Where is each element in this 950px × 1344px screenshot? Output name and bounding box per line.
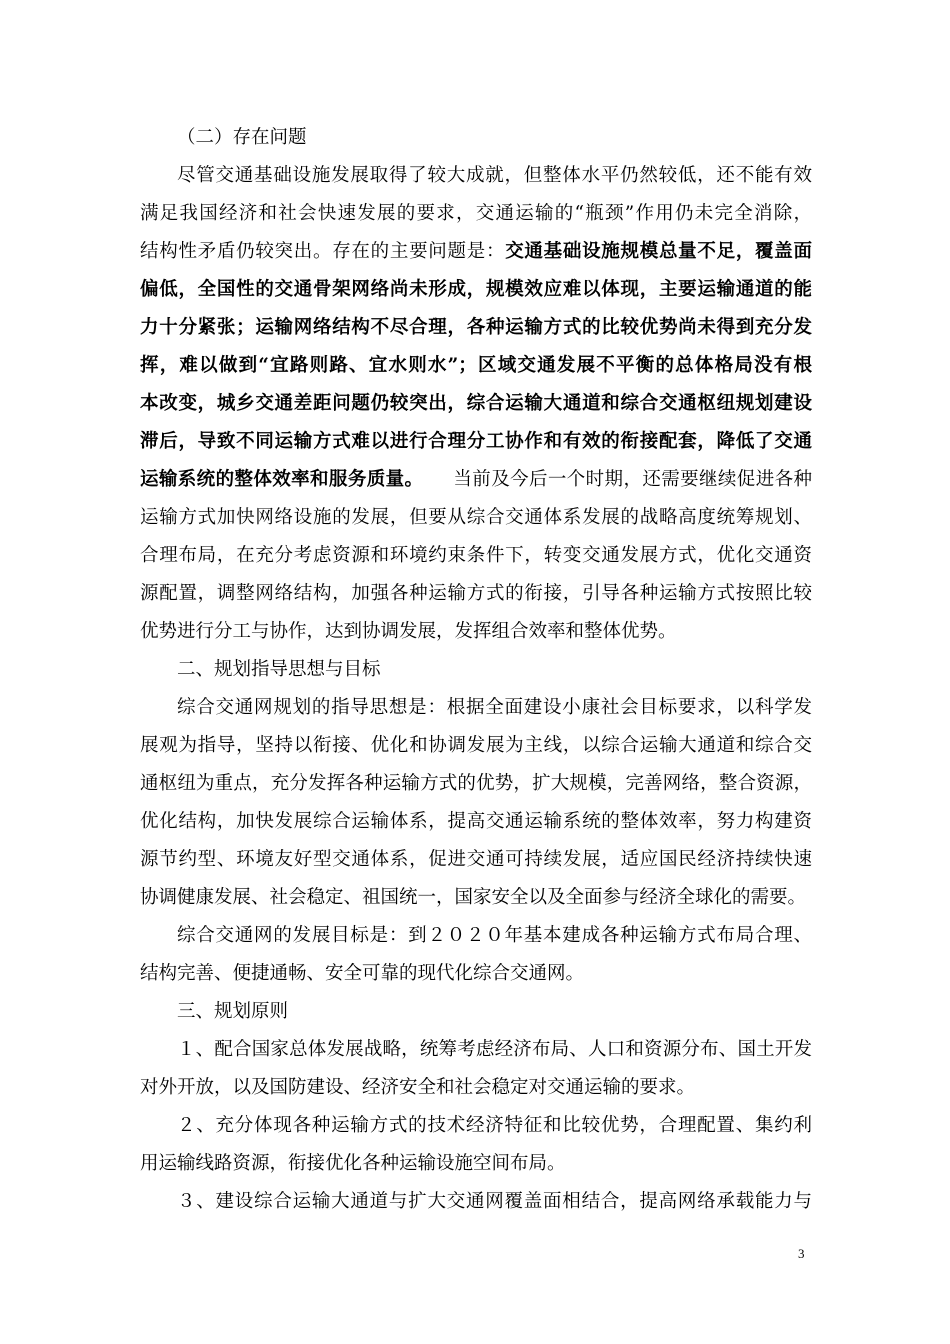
paragraph-line-mixed <box>140 239 812 265</box>
paragraph-line: 合理布局，在充分考虑资源和环境约束条件下，转变交通发展方式，优化交通资 <box>140 545 812 566</box>
paragraph-line: 优化结构，加快发展综合运输体系，提高交通运输系统的整体效率，努力构建资 <box>140 811 812 832</box>
normal-text: 结构性矛盾仍较突出。存在的主要问题是： <box>140 241 506 262</box>
paragraph-line: 运输方式加快网络设施的发展，但要从综合交通体系发展的战略高度统筹规划、 <box>140 507 812 528</box>
paragraph-line: 用运输线路资源，衔接优化各种运输设施空间布局。 <box>140 1153 566 1174</box>
section-heading-existing-problems: （二）存在问题 <box>177 127 307 148</box>
paragraph-line: 优势进行分工与协作，达到协调发展，发挥组合效率和整体优势。 <box>140 621 677 642</box>
paragraph-line: 协调健康发展、社会稳定、祖国统一，国家安全以及全面参与经济全球化的需要。 <box>140 887 807 908</box>
paragraph-line: 通枢纽为重点，充分发挥各种运输方式的优势，扩大规模，完善网络，整合资源， <box>140 773 812 794</box>
page-number: 3 <box>798 1246 805 1261</box>
bold-text: 交通基础设施规模总量不足，覆盖面 <box>505 241 812 262</box>
principle-item-1: １、配合国家总体发展战略，统筹考虑经济布局、人口和资源分布、国土开发 <box>177 1039 812 1060</box>
paragraph-line-bold: 挥，难以做到“宜路则路、宜水则水”；区域交通发展不平衡的总体格局没有根 <box>140 355 812 376</box>
principle-item-2: ２、充分体现各种运输方式的技术经济特征和比较优势，合理配置、集约利 <box>177 1115 812 1136</box>
paragraph-line: 对外开放，以及国防建设、经济安全和社会稳定对交通运输的要求。 <box>140 1077 696 1098</box>
paragraph-line: 结构完善、便捷通畅、安全可靠的现代化综合交通网。 <box>140 963 585 984</box>
paragraph-line: 尽管交通基础设施发展取得了较大成就，但整体水平仍然较低，还不能有效 <box>177 165 812 186</box>
principle-item-3: ３、建设综合运输大通道与扩大交通网覆盖面相结合，提高网络承载能力与 <box>177 1191 812 1212</box>
section-heading-planning-principles: 三、规划原则 <box>177 1001 289 1022</box>
paragraph-line: 满足我国经济和社会快速发展的要求，交通运输的“瓶颈”作用仍未完全消除， <box>140 203 812 224</box>
normal-text: 当前及今后一个时期，还需要继续促进各种 <box>453 469 812 490</box>
paragraph-line: 源节约型、环境友好型交通体系，促进交通可持续发展，适应国民经济持续快速 <box>140 849 812 870</box>
paragraph-line: 源配置，调整网络结构，加强各种运输方式的衔接，引导各种运输方式按照比较 <box>140 583 812 604</box>
paragraph-line-bold: 偏低，全国性的交通骨架网络尚未形成，规模效应难以体现，主要运输通道的能 <box>140 279 812 300</box>
paragraph-line: 综合交通网的发展目标是：到２０２０年基本建成各种运输方式布局合理、 <box>177 925 812 946</box>
paragraph-line-bold: 本改变，城乡交通差距问题仍较突出，综合运输大通道和综合交通枢纽规划建设 <box>140 393 812 414</box>
section-heading-guiding-ideology: 二、规划指导思想与目标 <box>177 659 381 680</box>
paragraph-line-bold: 滞后，导致不同运输方式难以进行合理分工协作和有效的衔接配套，降低了交通 <box>140 431 812 452</box>
bold-text: 运输系统的整体效率和服务质量。 <box>140 469 424 490</box>
paragraph-line-mixed <box>140 467 812 493</box>
paragraph-line-bold: 力十分紧张；运输网络结构不尽合理，各种运输方式的比较优势尚未得到充分发 <box>140 317 812 338</box>
paragraph-line: 展观为指导，坚持以衔接、优化和协调发展为主线，以综合运输大通道和综合交 <box>140 735 812 756</box>
paragraph-line: 综合交通网规划的指导思想是：根据全面建设小康社会目标要求，以科学发 <box>177 697 812 718</box>
